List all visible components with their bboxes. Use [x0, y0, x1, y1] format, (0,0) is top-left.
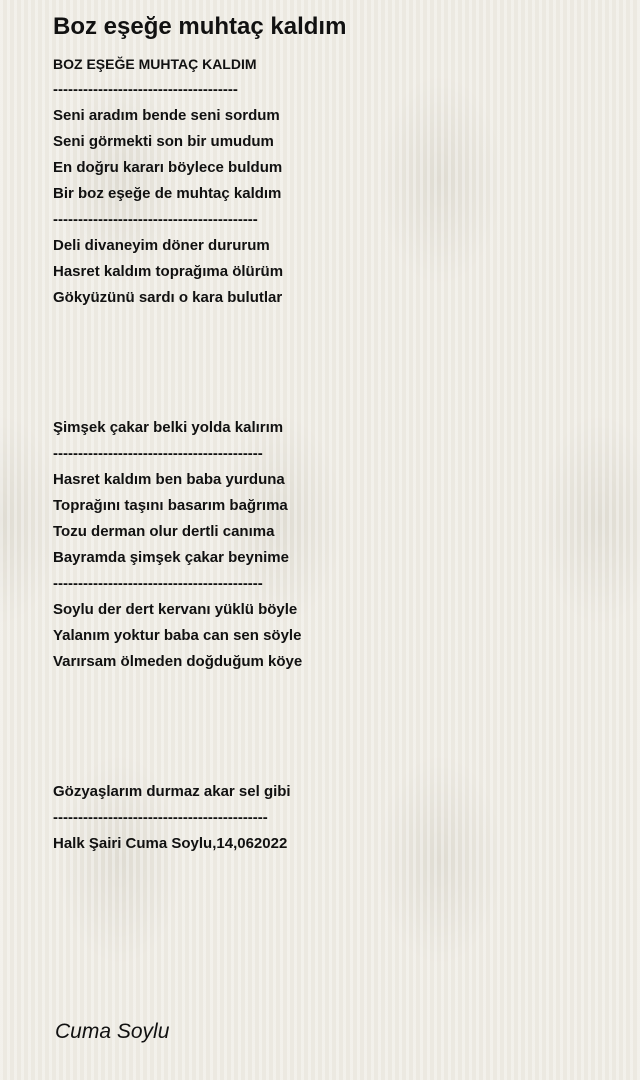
- blank-line: [53, 727, 613, 753]
- poem-line: Şimşek çakar belki yolda kalırım: [53, 419, 284, 436]
- separator-line: ------------------------------------------: [53, 575, 263, 592]
- separator-line: -------------------------------------------: [53, 809, 268, 826]
- separator-line: -----------------------------------------: [53, 211, 258, 228]
- poem-line: Soylu der dert kervanı yüklü böyle: [53, 601, 298, 618]
- blank-line: [53, 389, 613, 415]
- blank-line: [53, 363, 613, 389]
- blank-line: [53, 701, 613, 727]
- poem-body: [53, 51, 613, 857]
- poem-line: Seni görmekti son bir umudum: [53, 133, 274, 150]
- poem-line: Hasret kaldım toprağıma ölürüm: [53, 263, 284, 280]
- poem-line: Toprağını taşını basarım bağrıma: [53, 497, 288, 514]
- blank-line: [53, 311, 613, 337]
- poem-line: Bir boz eşeğe de muhtaç kaldım: [53, 185, 282, 202]
- separator-line: -------------------------------------: [53, 81, 238, 98]
- poem-line: Yalanım yoktur baba can sen söyle: [53, 627, 302, 644]
- poem-heading: BOZ EŞEĞE MUHTAÇ KALDIM: [53, 56, 257, 72]
- poem-line: Varırsam ölmeden doğduğum köye: [53, 653, 303, 670]
- poem-title: Boz eşeğe muhtaç kaldım: [53, 13, 347, 40]
- blank-line: [53, 753, 613, 779]
- author-name: Cuma Soylu: [55, 1020, 170, 1043]
- poem-line: Bayramda şimşek çakar beynime: [53, 549, 289, 566]
- separator-line: ------------------------------------------: [53, 445, 263, 462]
- blank-line: [53, 675, 613, 701]
- poem-signature: Halk Şairi Cuma Soylu,14,062022: [53, 835, 288, 852]
- poem-line: En doğru kararı böylece buldum: [53, 159, 283, 176]
- poem-line: Hasret kaldım ben baba yurduna: [53, 471, 285, 488]
- poem-line: Gözyaşlarım durmaz akar sel gibi: [53, 783, 291, 800]
- poem-line: Gökyüzünü sardı o kara bulutlar: [53, 289, 283, 306]
- poem-line: Tozu derman olur dertli canıma: [53, 523, 275, 540]
- blank-line: [53, 337, 613, 363]
- poem-line: Seni aradım bende seni sordum: [53, 107, 280, 124]
- poem-line: Deli divaneyim döner dururum: [53, 237, 270, 254]
